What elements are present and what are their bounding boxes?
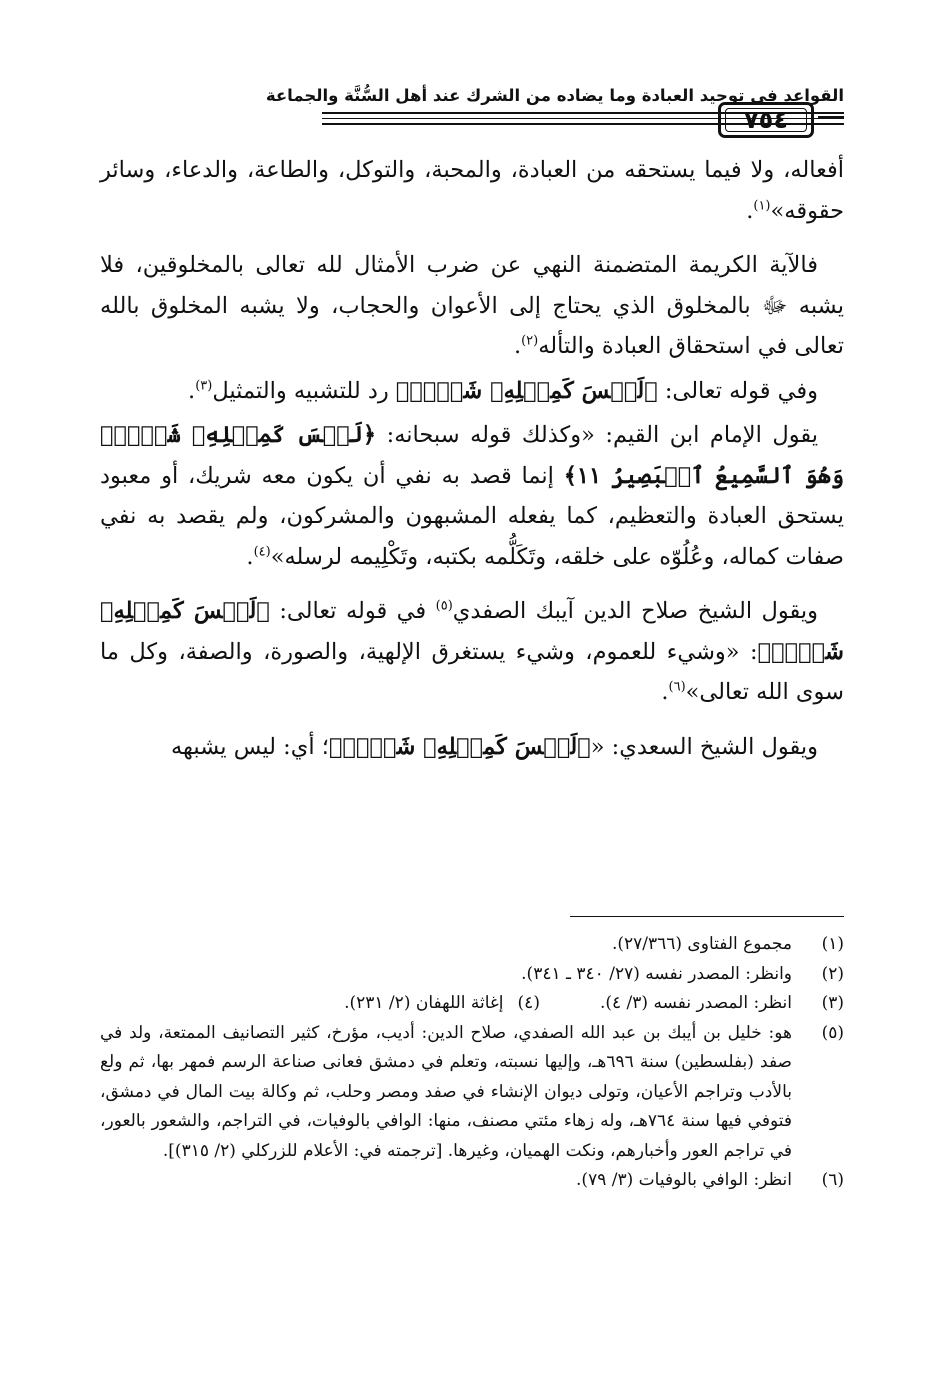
footnote-ref-1: (١)	[753, 198, 771, 213]
footnotes	[100, 930, 844, 1196]
paragraph-5-text-c: : «وشيء للعموم، وشيء يستغرق الإلهية، والصورة، والصفة، وكل ما سوى الله تعالى»	[100, 638, 844, 705]
paragraph-3: وفي قوله تعالى: ﴿لَيۡسَ كَمِثۡلِهِۦ شَيۡءٞ﴾ رد للتشبيه والتمثيل$^{(٣)}$.	[188, 377, 818, 404]
header-rule-left-upper	[818, 116, 844, 118]
paragraph-6	[100, 727, 844, 768]
footnote-3-4	[100, 989, 844, 1019]
running-header	[98, 78, 844, 140]
footnote-1	[100, 930, 844, 960]
paragraph-5-text-b: في قوله تعالى:	[269, 598, 436, 624]
footnote-2-text: وانظر: المصدر نفسه (٢٧/ ٣٤٠ ـ ٣٤١).	[521, 963, 792, 984]
footnote-3-4-line	[100, 989, 792, 1019]
paragraph-4-text-b: إنما قصد به نفي أن يكون معه شريك، أو معبود يستحق العبادة والتعظيم، كما يفعله المشبهون والمشركون، ولم يقصد به نفي صفات كماله، وعُلُوّه على خلقه، وتَكَلُّمه بكتبه، وتَكْلِيمه لرسله»	[100, 462, 844, 570]
quran-verse-3: ﴿لَيۡسَ كَمِثۡلِهِۦ شَيۡءٞ﴾	[100, 598, 844, 665]
paragraph-5: ويقول الشيخ صلاح الدين آيبك الصفدي$^{(٥)}$ في قوله تعالى: ﴿لَيۡسَ كَمِثۡلِهِۦ شَيۡءٞ﴾: «وشيء للعموم، وشيء يستغرق الإلهية، والصورة، والصفة، وكل ما سوى الله تعالى»$^{(٦)}$.	[100, 598, 844, 705]
footnote-3-number: (٣)	[821, 993, 844, 1013]
quran-verse-4: ﴿لَيۡسَ كَمِثۡلِهِۦ شَيۡءٞ﴾	[328, 733, 591, 760]
footnote-5-text: هو: خليل بن أيبك بن عبد الله الصفدي، صلاح الدين: أديب، مؤرخ، كثير التصانيف الممتعة، ولد في صفد (بفلسطين) سنة ٦٩٦هـ، وإليها نسبته، وتعلم في دمشق فعانى صناعة الرسم فمهر بها، ثم ولع بالأدب وتراجم الأعيان، وتولى ديوان الإنشاء في صفد ومصر وحلب، ثم وكالة بيت المال في دمشق، فتوفي فيها سنة ٧٦٤هـ، وله زهاء مئتي مصنف، منها: الوافي بالوفيات، في التراجم، والشعور بالعور، في تراجم العور وأخبارهم، ونكت الهميان، وغيرها. [ترجمته في: الأعلام للزركلي (٢/ ٣١٥)].	[100, 1022, 792, 1161]
footnote-6	[100, 1166, 844, 1196]
footnote-6-text: انظر: الوافي بالوفيات (٣/ ٧٩).	[576, 1170, 792, 1190]
footnote-separator	[570, 916, 844, 917]
paragraph-1: أفعاله، ولا فيما يستحقه من العبادة، والمحبة، والتوكل، والطاعة، والدعاء، وسائر حقوقه»$^{(١)}$.	[100, 157, 844, 224]
main-text	[100, 150, 844, 767]
book-title: القواعد في توحيد العبادة وما يضاده من الشرك عند أهل السُّنَّة والجماعة	[265, 86, 844, 105]
paragraph-6-text-b: ؛ أي: ليس يشبهه	[170, 733, 329, 760]
footnote-1-text: مجموع الفتاوى (٢٧/٣٦٦).	[611, 934, 792, 954]
footnote-6-number: (٦)	[821, 1170, 844, 1190]
quran-verse-1: ﴿لَيۡسَ كَمِثۡلِهِۦ شَيۡءٞ﴾	[395, 377, 658, 404]
footnote-ref-3: (٣)	[195, 378, 213, 393]
footnote-5	[100, 1019, 844, 1167]
quran-verse-2: ﴿لَيۡسَ كَمِثۡلِهِۦ شَيۡءٞۖ وَهُوَ ٱلسَّمِيعُ ٱلۡبَصِيرُ ١١﴾	[100, 422, 844, 489]
footnote-ref-5: (٥)	[435, 598, 453, 614]
page-number-box	[718, 102, 814, 138]
header-rule-left-lower	[818, 123, 844, 125]
footnote-4-text: إغاثة اللهفان (٢/ ٢٣١).	[344, 993, 504, 1013]
footnote-5-number: (٥)	[821, 1022, 844, 1043]
paragraph-4: يقول الإمام ابن القيم: «وكذلك قوله سبحانه: ﴿لَيۡسَ كَمِثۡلِهِۦ شَيۡءٞۖ وَهُوَ ٱلسَّمِيعُ ٱلۡبَصِيرُ ١١﴾ إنما قصد به نفي أن يكون معه شريك، أو معبود يستحق العبادة والتعظيم، كما يفعله المشبهون والمشركون، ولم يقصد به نفي صفات كماله، وعُلُوّه على خلقه، وتَكَلُّمه بكتبه، وتَكْلِيمه لرسله»$^{(٤)}$.	[100, 422, 844, 570]
footnote-2-number: (٢)	[821, 963, 844, 984]
paragraph-2-text: فالآية الكريمة المتضمنة النهي عن ضرب الأمثال لله تعالى بالمخلوقين، فلا يشبه ﷻ بالمخلوق الذي يحتاج إلى الأعوان والحجاب، ولا يشبه المخلوق بالله تعالى في استحقاق العبادة والتأله	[100, 252, 844, 359]
page-number: ٧٥٤	[744, 106, 788, 134]
footnote-1-number: (١)	[821, 934, 844, 954]
paragraph-4-text-a: يقول الإمام ابن القيم: «وكذلك قوله سبحانه:	[376, 422, 818, 448]
footnote-2	[100, 960, 844, 990]
paragraph-2: فالآية الكريمة المتضمنة النهي عن ضرب الأمثال لله تعالى بالمخلوقين، فلا يشبه ﷻ بالمخلوق الذي يحتاج إلى الأعوان والحجاب، ولا يشبه المخلوق بالله تعالى في استحقاق العبادة والتأله$^{(٢)}$.	[100, 252, 844, 359]
footnote-ref-6: (٦)	[668, 679, 686, 695]
footnote-ref-2: (٢)	[521, 333, 539, 349]
footnote-4-number: (٤)	[517, 993, 540, 1013]
paragraph-5-text-a: ويقول الشيخ صلاح الدين آيبك الصفدي	[452, 598, 818, 624]
footnote-3-text: انظر: المصدر نفسه (٣/ ٤).	[599, 993, 792, 1013]
paragraph-3-text-a: وفي قوله تعالى:	[657, 377, 818, 404]
footnote-ref-4: (٤)	[253, 544, 271, 559]
paragraph-1-text: أفعاله، ولا فيما يستحقه من العبادة، والمحبة، والتوكل، والطاعة، والدعاء، وسائر حقوقه»	[100, 157, 844, 224]
paragraph-3-text-b: رد للتشبيه والتمثيل	[212, 377, 396, 404]
paragraph-6-text-a: ويقول الشيخ السعدي: «	[590, 733, 818, 760]
